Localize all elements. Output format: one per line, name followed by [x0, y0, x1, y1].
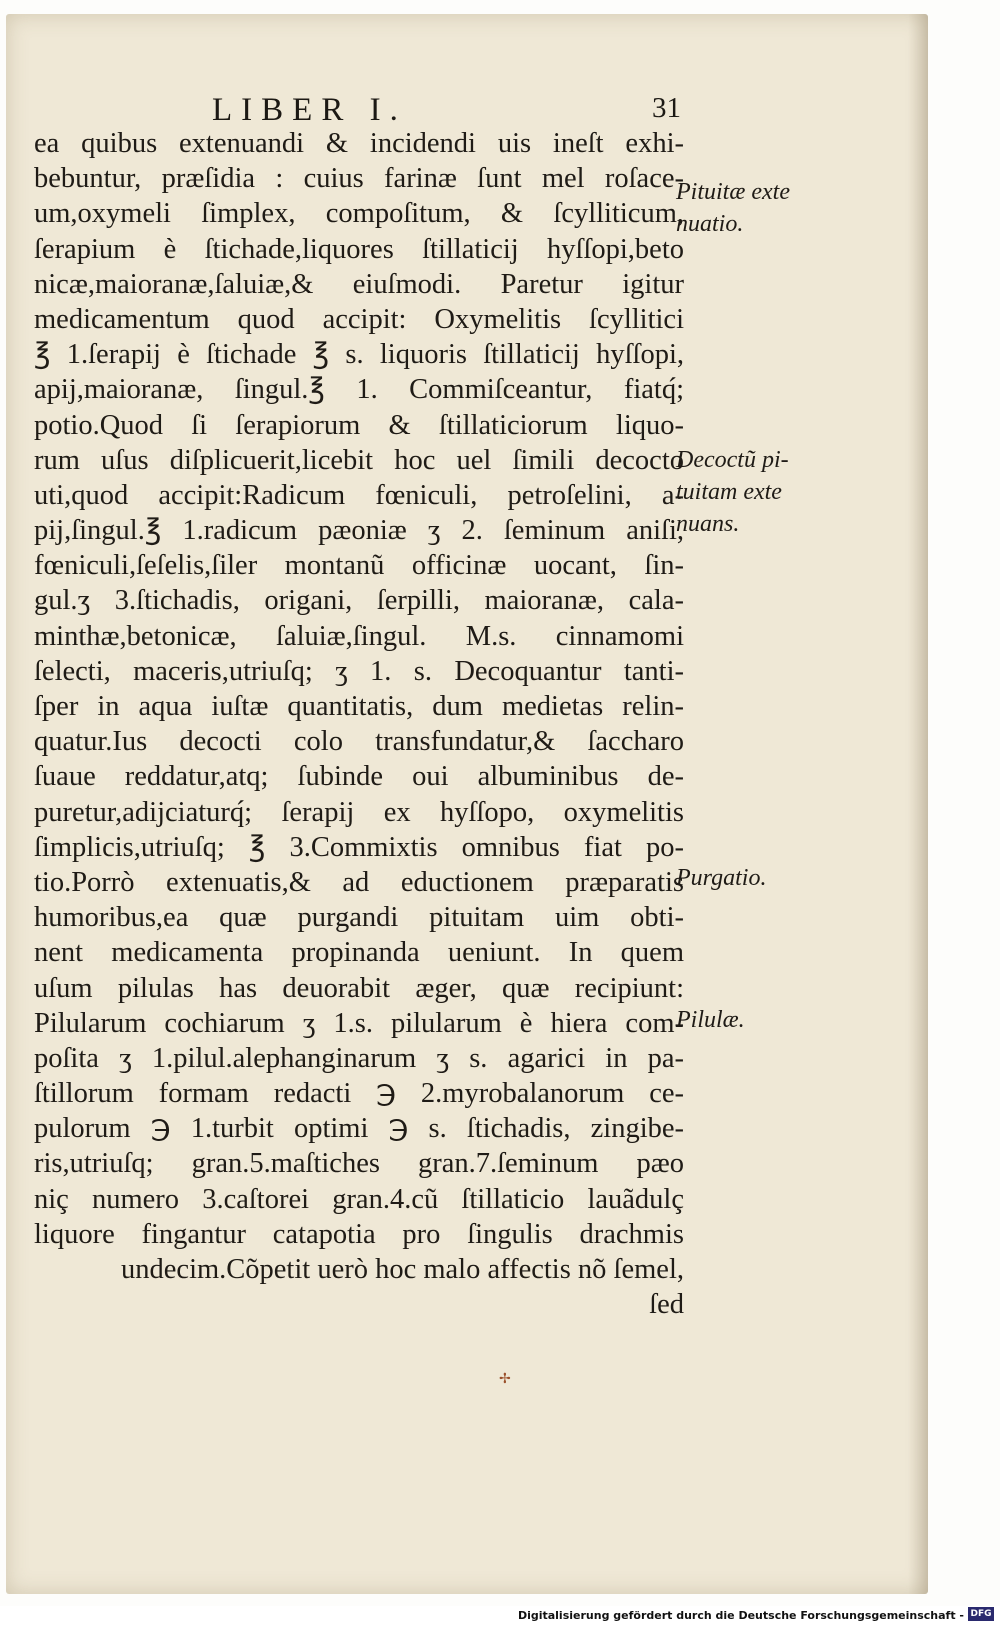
- text-line: ℥ 1.ſerapij è ſtichade ℥ s. liquoris ſtillaticij hyſſopi,: [34, 339, 684, 371]
- text-line: minthæ,betonicæ, ſaluiæ,ſingul. M.s. cinnamomi: [34, 620, 684, 652]
- text-line: undecim.Cõpetit uerò hoc malo affectis nõ ſemel,: [121, 1254, 684, 1285]
- text-line: liquore fingantur catapotia pro ſingulis drachmis: [34, 1218, 684, 1250]
- text-line: fœniculi,ſeſelis,ſiler montanũ officinæ uocant, ſin-: [34, 550, 684, 582]
- text-line: poſita ʒ 1.pilul.alephanginarum ʒ s. agarici in pa-: [34, 1042, 684, 1074]
- text-line: ſtillorum formam redacti ℈ 2.myrobalanorum ce-: [34, 1078, 684, 1110]
- marginal-note: Pituitæ exte nuatio.: [676, 179, 790, 237]
- text-line: uti,quod accipit:Radicum fœniculi, petroſelini, a-: [34, 479, 684, 511]
- text-line: ſper in aqua iuſtæ quantitatis, dum medietas relin-: [34, 691, 684, 722]
- text-line: humoribus,ea quæ purgandi pituitam uim obti-: [34, 902, 684, 934]
- text-line: apij,maioranæ, ſingul.℥ 1. Commiſceantur, fiatq́;: [34, 374, 684, 406]
- text-block: [34, 126, 684, 1322]
- dfg-logo: DFG: [968, 1607, 994, 1621]
- text-line: ſuaue reddatur,atq; ſubinde oui albuminibus de-: [34, 761, 684, 793]
- running-head: LIBER I.: [212, 92, 407, 128]
- text-line: medicamentum quod accipit: Oxymelitis ſcyllitici: [34, 303, 684, 335]
- page-number: 31: [652, 92, 681, 124]
- text-line: um,oxymeli ſimplex, compoſitum, & ſcylliticum,: [34, 198, 684, 230]
- text-line: nent medicamenta propinanda ueniunt. In quem: [34, 937, 684, 969]
- catchword: ſed: [649, 1289, 684, 1321]
- text-line: ea quibus extenuandi & incidendi uis ineſt exhi-: [34, 128, 684, 159]
- text-line: ſerapium è ſtichade,liquores ſtillaticij hyſſopi,beto: [34, 233, 684, 265]
- text-line: ris,utriuſq; gran.5.maſtiches gran.7.ſeminum pæo: [34, 1148, 684, 1180]
- funding-credit: Digitalisierung gefördert durch die Deutsche Forschungsgemeinschaft -: [517, 1609, 964, 1622]
- marginal-note: Pilulæ.: [676, 1007, 745, 1033]
- text-line: tio.Porrò extenuatis,& ad eductionem præparatis: [34, 866, 684, 898]
- text-line: pulorum ℈ 1.turbit optimi ℈ s. ſtichadis, zingibe-: [34, 1113, 684, 1145]
- text-line: potio.Quod ſi ſerapiorum & ſtillaticiorum liquo-: [34, 409, 684, 441]
- text-line: pij,ſingul.℥ 1.radicum pæoniæ ʒ 2. ſeminum aniſi,: [34, 515, 684, 547]
- text-line: ſelecti, maceris,utriuſq; ʒ 1. s. Decoquantur tanti-: [34, 655, 684, 687]
- text-line: uſum pilulas has deuorabit æger, quæ recipiunt:: [34, 972, 684, 1004]
- text-line: ſimplicis,utriuſq; ℥ 3.Commixtis omnibus fiat po-: [34, 831, 684, 863]
- text-line: quatur.Ius decocti colo transfundatur,& ſaccharo: [34, 726, 684, 758]
- text-line: Pilularum cochiarum ʒ 1.s. pilularum è hiera com-: [34, 1007, 684, 1039]
- text-line: puretur,adijciaturq́; ſerapij ex hyſſopo, oxymelitis: [34, 796, 684, 828]
- text-line: rum uſus diſplicuerit,licebit hoc uel ſimili decocto: [34, 444, 684, 476]
- text-line: niç numero 3.caſtorei gran.4.cũ ſtillaticio lauãdulç: [34, 1183, 684, 1215]
- text-line: bebuntur, præſidia : cuius farinæ ſunt mel roſace-: [34, 163, 684, 195]
- marginal-note: Decoctũ pi- tuitam exte nuans.: [676, 447, 789, 537]
- marginal-note: Purgatio.: [676, 865, 767, 891]
- text-line: gul.ʒ 3.ſtichadis, origani, ſerpilli, maioranæ, cala-: [34, 585, 684, 617]
- ink-mark: ✢: [499, 1372, 511, 1387]
- text-line: nicæ,maioranæ,ſaluiæ,& eiuſmodi. Paretur igitur: [34, 268, 684, 300]
